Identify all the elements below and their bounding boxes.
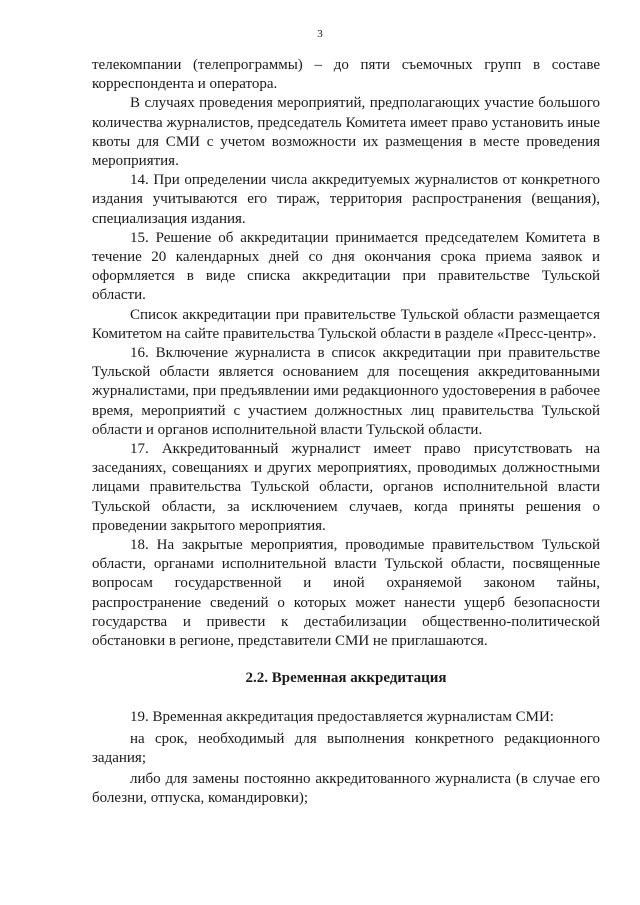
- paragraph-tv-quota: телекомпании (телепрограммы) – до пяти съемочных групп в составе корреспондента и оператора.: [92, 57, 600, 93]
- paragraph-17: 17. Аккредитованный журналист имеет право присутствовать на заседаниях, совещаниях и других мероприятиях, проводимых должностными лицами правительства Тульской области, органов исполнительной власти Тульской области, за исключением случаев, когда приняты решения о проведении закрытого мероприятия.: [92, 441, 600, 534]
- paragraph-16: 16. Включение журналиста в список аккредитации при правительстве Тульской области является основанием для посещения аккредитованными журналистами, при предъявлении ими редакционного удостоверения в рабочее время, мероприятий с участием должностных лиц правительства Тульской области и органов исполнительной власти Тульской области.: [92, 345, 600, 438]
- paragraph-other-quotas: В случаях проведения мероприятий, предполагающих участие большого количества журналистов, председатель Комитета имеет право установить иные квоты для СМИ с учетом возможности их размещения в месте проведения мероприятия.: [92, 95, 600, 170]
- paragraph-14: 14. При определении числа аккредитуемых журналистов от конкретного издания учитываются его тираж, территория распространения (вещания), специализация издания.: [92, 172, 600, 227]
- paragraph-18: 18. На закрытые мероприятия, проводимые правительством Тульской области, органами исполнительной власти Тульской области, посвященные вопросам государственной и иной охраняемой законом тайны, распространение сведений о которых может нанести ущерб безопасности государства и привести к дестабилизации общественно-политической обстановки в регионе, представители СМИ не приглашаются.: [92, 537, 600, 650]
- paragraph-19-term: на срок, необходимый для выполнения конкретного редакционного задания;: [92, 730, 600, 766]
- paragraph-list-publication: Список аккредитации при правительстве Тульской области размещается Комитетом на сайте правительства Тульской области в разделе «Пресс-центр».: [92, 306, 600, 342]
- section-heading: 2.2. Временная аккредитация: [245, 670, 447, 687]
- paragraph-19-replacement: либо для замены постоянно аккредитованного журналиста (в случае его болезни, отпуска, командировки);: [92, 770, 600, 807]
- paragraph-15: 15. Решение об аккредитации принимается председателем Комитета в течение 20 календарных дней со дня окончания срока приема заявок и оформляется в виде списка аккредитации при правительстве Тульской области.: [92, 229, 600, 304]
- page-number: 3: [317, 28, 323, 40]
- paragraph-19: 19. Временная аккредитация предоставляется журналистам СМИ:: [130, 709, 554, 726]
